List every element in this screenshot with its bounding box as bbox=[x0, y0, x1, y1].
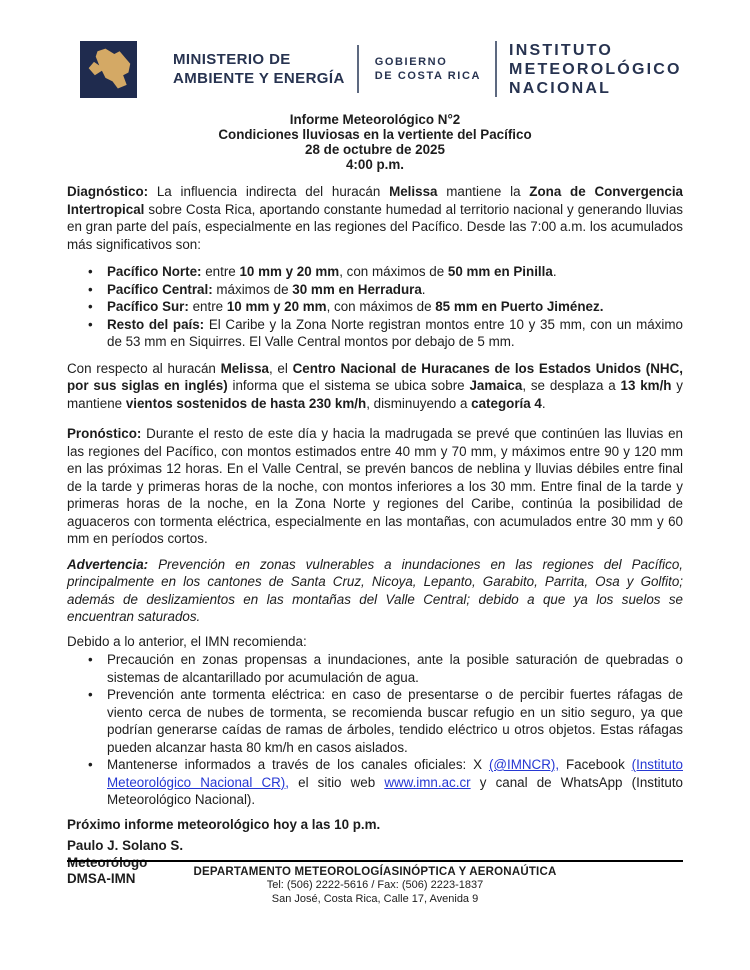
list-item-pacifico-sur: • Pacífico Sur: entre 10 mm y 20 mm, con máximos de 85 mm en Puerto Jiménez. bbox=[67, 298, 683, 316]
list-item-pacifico-norte: • Pacífico Norte: entre 10 mm y 20 mm, con máximos de 50 mm en Pinilla. bbox=[67, 263, 683, 281]
footer-contact: Tel: (506) 2222-5616 / Fax: (506) 2223-1837 bbox=[266, 879, 484, 891]
report-title-line-2: Condiciones lluviosas en la vertiente del Pacífico bbox=[218, 127, 532, 142]
link-facebook-imn[interactable]: (Instituto Meteorológico Nacional CR), bbox=[107, 757, 683, 790]
government-line-1: GOBIERNO bbox=[374, 56, 448, 68]
report-date: 28 de octubre de 2025 bbox=[305, 142, 445, 157]
report-title bbox=[67, 112, 683, 172]
signature-role: Meteorólogo bbox=[67, 854, 148, 870]
link-website-imn[interactable]: www.imn.ac.cr bbox=[384, 774, 471, 790]
minae-logo bbox=[80, 41, 137, 98]
report-time: 4:00 p.m. bbox=[345, 157, 405, 172]
pronostico-paragraph: Pronóstico: Durante el resto de este día y hacia la madrugada se prevé que continúen las lluvias en las regiones del Pacífico, con montos estimados entre 40 mm y 70 mm, y máximos entre 90 y 120 mm en las próximas 12 horas. En el Valle Central, se prevén bancos de neblina y lluvias débiles entre final de la tarde y primeras horas de la noche, con montos inferiores a los 30 mm. Entre final de la tarde y primeras horas de la noche, en la Zona Norte y regiones del Caribe, continúa la posibilidad de aguaceros con tormenta eléctrica, especialmente en las montañas, con acumulados entre 30 mm y 60 mm en períodos cortos. bbox=[67, 426, 683, 546]
list-item-prevencion-tormenta: • Prevención ante tormenta eléctrica: en caso de presentarse o de percibir fuertes ráfagas de viento cerca de nubes de tormenta, se recomienda buscar refugio en un sitio seguro, ya que podrían generarse caídas de ramas de árboles, tendido eléctrico u otros objetos. Estas ráfagas pueden alcanzar hasta 80 km/h en casos aislados. bbox=[67, 686, 683, 756]
recomendaciones-intro: Debido a lo anterior, el IMN recomienda: bbox=[67, 633, 307, 649]
ministry-name bbox=[173, 50, 345, 88]
costa-rica-map-icon bbox=[86, 46, 132, 92]
list-item-pacifico-central: • Pacífico Central: máximos de 30 mm en Herradura. bbox=[67, 281, 683, 299]
next-report-notice: Próximo informe meteorológico hoy a las 10 p.m. bbox=[67, 816, 381, 832]
institute-line-3: NACIONAL bbox=[509, 79, 612, 97]
signature-department: DMSA-IMN bbox=[67, 871, 136, 886]
government-label bbox=[375, 55, 481, 83]
letterhead-divider-1 bbox=[357, 45, 359, 93]
letterhead bbox=[80, 40, 683, 98]
letterhead-divider-2 bbox=[495, 41, 497, 97]
report-title-line-1: Informe Meteorológico N°2 bbox=[289, 112, 461, 127]
footer-department: DEPARTAMENTO METEOROLOGÍASINÓPTICA Y AERONAÚTICA bbox=[193, 866, 557, 878]
institute-name bbox=[509, 41, 682, 98]
recomendaciones-list bbox=[67, 651, 683, 809]
link-x-imncr[interactable]: (@IMNCR), bbox=[488, 757, 560, 772]
ministry-line-2: AMBIENTE Y ENERGÍA bbox=[173, 70, 345, 87]
list-item-canales-oficiales: • Mantenerse informados a través de los canales oficiales: X (@IMNCR), Facebook (Instituto Meteorológico Nacional CR), el sitio web www.imn.ac.cr y canal de WhatsApp (Instituto Meteorológico Nacional). bbox=[67, 756, 683, 809]
advertencia-paragraph: Advertencia: Prevención en zonas vulnerables a inundaciones en las regiones del Pacífico, principalmente en los cantones de Santa Cruz, Nicoya, Lepanto, Garabito, Parrita, Osa y Golfito; además de deslizamientos en las montañas del Valle Central; debido a que ya los suelos se encuentran saturados. bbox=[67, 556, 683, 624]
list-item-resto-del-pais: • Resto del país: El Caribe y la Zona Norte registran montos entre 10 y 35 mm, con un máximo de 53 mm en Siquirres. El Valle Central montos por debajo de 5 mm. bbox=[67, 316, 683, 351]
costa-rica-map-shape bbox=[88, 49, 130, 89]
institute-line-2: METEOROLÓGICO bbox=[509, 60, 682, 78]
signature-name: Paulo J. Solano S. bbox=[67, 838, 184, 853]
diagnostico-paragraph: Diagnóstico: La influencia indirecta del huracán Melissa mantiene la Zona de Convergencia Intertropical sobre Costa Rica, aportando constante humedad al territorio nacional y generando lluvias en gran parte del país, especialmente en las regiones del Pacífico. Desde las 7:00 a.m. los acumulados más significativos son: bbox=[67, 184, 684, 252]
ministry-line-1: MINISTERIO DE bbox=[173, 51, 291, 68]
footer-address: San José, Costa Rica, Calle 17, Avenida 9 bbox=[271, 892, 479, 905]
government-line-2: DE COSTA RICA bbox=[374, 70, 482, 82]
acumulados-list bbox=[67, 263, 683, 351]
list-item-precaucion-inundaciones: • Precaución en zonas propensas a inundaciones, ante la posible saturación de quebradas o sistemas de alcantarillado por acumulación de agua. bbox=[67, 651, 683, 686]
institute-line-1: INSTITUTO bbox=[509, 41, 613, 59]
document-footer bbox=[67, 860, 683, 906]
huracan-paragraph: Con respecto al huracán Melissa, el Centro Nacional de Huracanes de los Estados Unidos (NHC, por sus siglas en inglés) informa que el sistema se ubica sobre Jamaica, se desplaza a 13 km/h y mantiene vientos sostenidos de hasta 230 km/h, disminuyendo a categoría 4. bbox=[67, 360, 683, 411]
